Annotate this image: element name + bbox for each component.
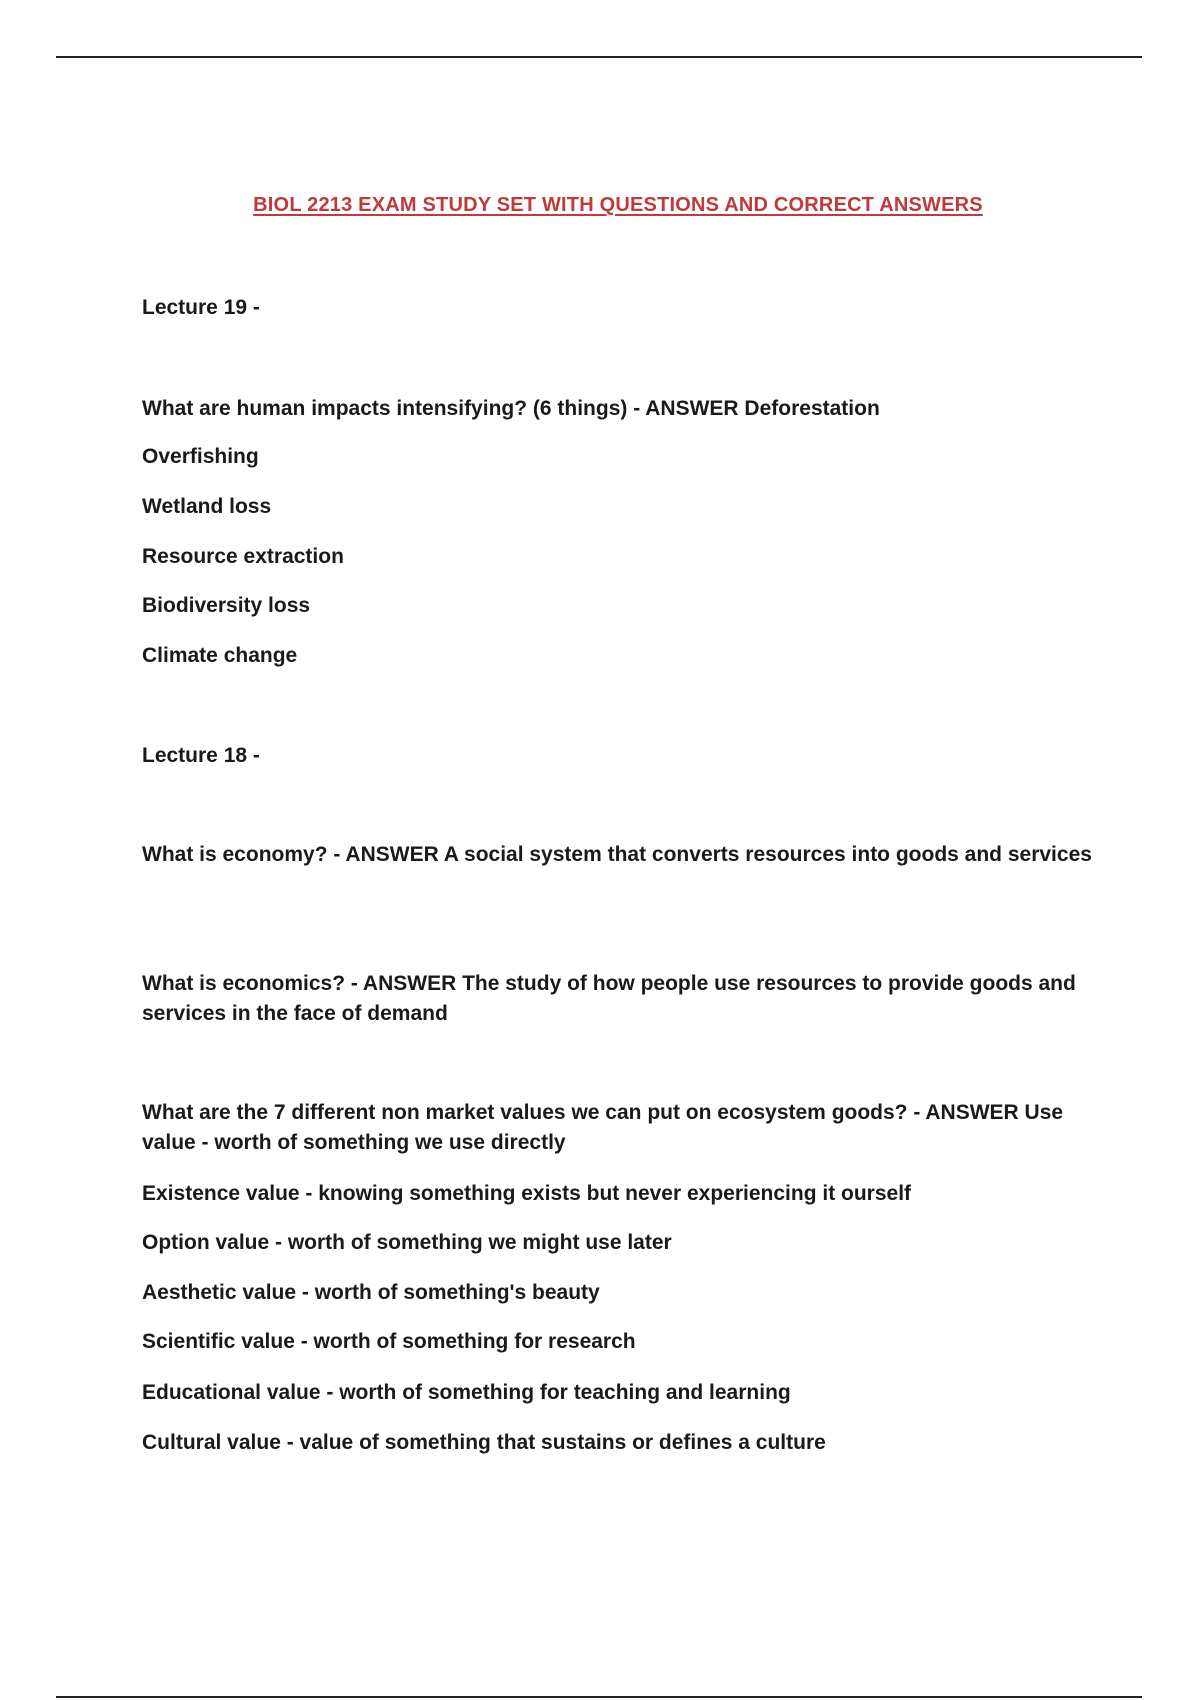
answer-item: Biodiversity loss [142, 594, 311, 617]
answer-item: Overfishing [142, 445, 259, 468]
section-heading-lecture-18: Lecture 18 - [142, 744, 260, 767]
question-human-impacts: What are human impacts intensifying? (6 things) - ANSWER Deforestation [142, 397, 880, 420]
question-economics: What is economics? - ANSWER The study of how people use resources to provide goods and services in the face of demand [142, 972, 1076, 1025]
bottom-rule [56, 1696, 1142, 1698]
answer-item: Option value - worth of something we might use later [142, 1231, 672, 1254]
answer-item: Existence value - knowing something exists but never experiencing it ourself [142, 1182, 912, 1205]
top-rule [56, 56, 1142, 58]
question-non-market-values: What are the 7 different non market values we can put on ecosystem goods? - ANSWER Use value - worth of something we use directly [142, 1101, 1064, 1154]
answer-item: Educational value - worth of something for teaching and learning [142, 1381, 791, 1404]
question-economy: What is economy? - ANSWER A social system that converts resources into goods and services [142, 843, 1092, 866]
section-heading-lecture-19: Lecture 19 - [142, 296, 260, 319]
page-title: BIOL 2213 EXAM STUDY SET WITH QUESTIONS AND CORRECT ANSWERS [253, 194, 983, 216]
answer-item: Aesthetic value - worth of something's beauty [142, 1281, 600, 1304]
answer-item: Cultural value - value of something that sustains or defines a culture [142, 1431, 826, 1454]
answer-item: Climate change [142, 644, 298, 667]
answer-item: Resource extraction [142, 545, 344, 568]
answer-item: Wetland loss [142, 495, 272, 518]
answer-item: Scientific value - worth of something for research [142, 1330, 636, 1353]
